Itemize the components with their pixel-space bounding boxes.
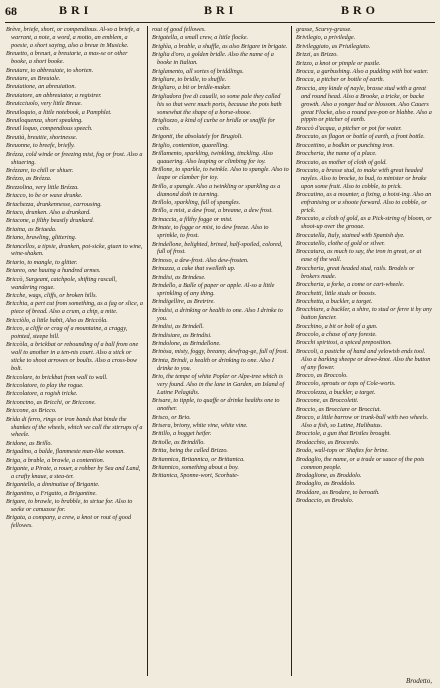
dictionary-entry: Brodaglio, as Broddolo. xyxy=(296,480,356,488)
dictionary-entry: Broccatella, Italy, stained with Spanish dye. xyxy=(296,231,405,239)
dictionary-entry: Briccolatore, to play the rogue. xyxy=(6,381,84,389)
dictionary-entry: Brigata, a company, a crew, a knot or rout of good fellowes. xyxy=(6,514,132,530)
running-headword-center: BRI xyxy=(204,3,238,17)
dictionary-entry: Brindello, a Balle of paper or apple. Al-so a little sprinkling of any thing. xyxy=(152,282,275,297)
dictionary-entry: Brillamento, sparkling, twinkling, tinckling. Also quauering. Also leaping or climbing for ioy. xyxy=(152,150,273,165)
dictionary-entry: Brocchiare, a buckler, a shire, to stud or ferre it by any button fancier. xyxy=(296,306,432,322)
dictionary-entry: Brigliaro, a bit or bridle-maker. xyxy=(152,84,231,92)
dictionary-entry: Brinuzza, a cake that swelleth up. xyxy=(152,265,236,273)
dictionary-entry: Breuetto, a breuet, a breuiarie, a mas-se or other booke, a short booke. xyxy=(6,50,128,66)
dictionary-entry: Broccatura, as much to say, the iron in great, or at ease of the wall. xyxy=(296,248,422,264)
dictionary-entry: Broddare, as Brodare, to beroath. xyxy=(296,488,380,496)
dictionary-entry: Brinta, Brindi, a health or drinking to one. Also I drinke to you. xyxy=(152,356,274,372)
dictionary-entry: Broccò d'acqua, a pitcher or pot for water. xyxy=(296,124,402,132)
dictionary-entry: Briglio, contention, quarelling. xyxy=(152,141,229,149)
dictionary-entry: Bricchia, a pert cut from something, as a fag or slice, a piece of bread. Also a crum, a chip, a mite. xyxy=(6,300,143,316)
dictionary-entry: Brisco, or Brio. xyxy=(152,413,191,421)
dictionary-entry: Brizzo, a knot or pimple or pustle. xyxy=(296,59,381,67)
dictionary-entry: Briareo, one hauing a hundred armes. xyxy=(6,267,101,275)
dictionary-entry: Breuiare, as Breuiale. xyxy=(6,74,61,82)
column-divider xyxy=(291,26,292,676)
dictionary-entry: Briano, brawling, glittering. xyxy=(6,234,77,242)
dictionary-entry: Breuiloquenza, short speaking. xyxy=(6,116,83,124)
dictionary-entry: Brivileggiato, as Priuilegiato. xyxy=(296,42,371,50)
running-header xyxy=(5,2,435,23)
dictionary-entry: Briglamento, all sortes of briddlings. xyxy=(152,67,244,75)
running-headword-left: BRI xyxy=(59,3,93,17)
dictionary-entry: Brìda di ferro, rings or iron bands that binde the shankes of the wheels, which we call the stirrups of a wheele. xyxy=(6,415,143,439)
dictionary-entry: Brodaglio, the name, or a trade or sauce of the pots common people. xyxy=(296,455,425,471)
dictionary-entry: Broccolo, a chase of any foreste. xyxy=(296,331,377,339)
dictionary-entry: Brinòsa, misty, foggy, breamy, dewfrag-ge, full of frost. xyxy=(152,348,289,356)
dictionary-entry: Brodacchio, as Brocerdo. xyxy=(296,438,360,446)
dictionary-entry: Brézza, cold winde or freezing mist, fog or frost. Also a shiuering. xyxy=(6,150,143,166)
dictionary-entry: Brezzolina, very little Brézza. xyxy=(6,183,79,191)
dictionary-entry: grasse, Scurvy-grasse. xyxy=(296,26,352,33)
dictionary-entry: Brocca, a pitcher or bottle of earth. xyxy=(296,76,385,84)
dictionary-entry: Brillolo, sparkling, full of spangles. xyxy=(152,199,241,207)
dictionary-entry: Brocco, a little barrow or trunk-bull with two wheels. Also a fish, so Latine, Halibutus. xyxy=(296,414,429,429)
dictionary-entry: Bricciòlo, a little habit, Also as Briccòla. xyxy=(6,316,108,324)
dictionary-entry: Brigantello, a diminutiue of Brigante. xyxy=(6,481,100,489)
dictionary-entry: Brisare, to tipple, to quaffe or drinke healths one to another. xyxy=(152,397,280,413)
dictionary-entry: Broccio, as Brocciare or Brocciut. xyxy=(296,405,381,413)
dictionary-entry: rout of good fellowes. xyxy=(152,26,206,33)
dictionary-entry: Brigliozzo, a kind of curbe or bridle or snaffle for colts. xyxy=(152,116,276,132)
dictionary-entry: Bridone, as Brillo. xyxy=(6,439,53,447)
dictionary-entry: Britannica, Britannica, or Brittanica. xyxy=(152,455,245,463)
dictionary-entry: Briga, a brable, a brawle, a contention. xyxy=(6,456,105,464)
dictionary-entry: Brigatella, a small crew, a little flocke. xyxy=(152,34,249,42)
dictionary-entry: Brigliare, to bridle, to shuffle. xyxy=(152,75,227,83)
dictionary-entry: Briglia d'oro, a golden bridle. Also the name of a booke in Italian. xyxy=(152,51,274,67)
page-number: 68 xyxy=(5,4,17,18)
dictionary-entry: Brillone, to sparkle, to twinkle. Also to spangle. Also to leape or clamber for ioy. xyxy=(152,166,289,182)
dictionary-entry: Broccatino, as a mounter, a fixing, a hoist-ing. Also an enfranising or a shoote forward. Also to cobble, or prick. xyxy=(296,191,432,214)
dictionary-entry: Brisera, briony, white vine, white vine. xyxy=(152,422,248,429)
dictionary-entry: Brinate, to fogge or mist, to dew freeze. Also to sprinkle, to frost. xyxy=(152,224,269,240)
dictionary-entry: Brocco, as Broccolo. xyxy=(296,372,348,380)
dictionary-entry: Broccia, any kinde of nayle, brasse stud with a great and round head. Also a Brooke, a tricke, or backe growth. Also a yonger bud or blossom. Also Cauers great Flocke, also a round pee-pon or blabbe. Also a pippin or pitcher of earth. xyxy=(296,84,432,124)
dictionary-entry: Brigliadora five di caualli, so some pale they called his so that were much ports, because the pots hath somewhat the shape of a horse-shooe. xyxy=(152,92,282,116)
dictionary-entry: Brittanica, Sponne-wort, Scorbute- xyxy=(152,472,239,480)
dictionary-entry: Broccolo, sprouts or tops of Cole-worts. xyxy=(296,380,396,388)
dictionary-entry: Brocchetti, little studs or boosts. xyxy=(296,289,377,297)
dictionary-entry: Brigare, to brawle, to brabble, to striue for. Also to seeke or canuasse for. xyxy=(6,498,133,514)
dictionary-entry: Britolle, as Brindillo. xyxy=(152,438,205,446)
dictionary-entry: Breuicciuolo, very little Breue. xyxy=(6,100,82,108)
dictionary-entry: Brindisi, as Brindese. xyxy=(152,273,206,281)
dictionary-entry: Brocchino, a bit or bolt of a gun. xyxy=(296,322,378,330)
dictionary-entry: Bricche, wags, cliffs, or broken hills. xyxy=(6,292,98,299)
dictionary-entry: Brighìa, a brable, a shuffle, as also Brigare in brigate. xyxy=(152,42,288,50)
dictionary-entry: Brinoso, a dew-frost. Also dew-frosten. xyxy=(152,256,249,264)
dictionary-entry: Briccòla, a brickbat or rebounding of a ball from one wall to another in a ten-nis court. Also a stick or sticke to shoot arrowes or boults. Also a cross-bow bolt. xyxy=(6,341,139,373)
dictionary-entry: Briacone, a filthy beastly drunkard. xyxy=(6,217,95,225)
dictionary-entry: Briario, to mangle, to glitter. xyxy=(6,258,78,266)
dictionary-entry: Brindisi, as Brindell. xyxy=(152,323,204,331)
dictionary-entry: Broccone, as Broccoletti. xyxy=(296,397,359,405)
dictionary-entry: Briachezza, drunkennesse, carrousing. xyxy=(6,200,102,208)
dictionary-entry: Breuiloquio, a little notebook, a Pamphlet. xyxy=(6,108,112,116)
dictionary-entry: Breuonne, to breefe, briefly. xyxy=(6,142,75,150)
dictionary-entry: Brève, briefe, short, or compendious. Al-so a briefe, a warrant, a note, a word, a motto, an emblem, a poesie, a short saying, also a breue in Musicke. xyxy=(6,26,140,49)
dictionary-entry: Briacco, to be or waxe drunke. xyxy=(6,192,83,200)
column-middle xyxy=(152,26,289,674)
dictionary-entry: Brillo, a mist, a dew frost, a breame, a dew frost. xyxy=(152,207,273,215)
dictionary-entry: Brivilegio, a priviledge. xyxy=(296,34,356,42)
dictionary-entry: Brìndisi, a drinking or health to one. Also I drinke to you. xyxy=(152,306,283,322)
dictionary-entry: Brodo, wall-tops or Shaftes for brine. xyxy=(296,447,389,455)
dictionary-entry: Brézzo, as Brézza. xyxy=(6,175,52,183)
dictionary-entry: Briancellos, a tipsie, drunken, pot-sicke, giuen to wine, wine-shaken. xyxy=(6,242,143,258)
dictionary-entry: Briaina, as Briaeda. xyxy=(6,225,57,233)
dictionary-entry: Broccato, as mother of cloth of gold. xyxy=(296,158,387,166)
dictionary-entry: Britillo, a hogget heifer. xyxy=(152,430,212,438)
dictionary-entry: Brigantino, a Frigatto, a Brigantine. xyxy=(6,489,97,497)
dictionary-entry: Bricco, a cliffe or crag of a mountaine, a craggy, pointed, steepe hill. xyxy=(6,325,128,341)
dictionary-entry: Breuiare, to abbreuiate, to shorten. xyxy=(6,66,94,74)
dictionary-entry: Brocciole, a gun that Bristles brought. xyxy=(296,430,391,438)
dictionary-entry: Broccheria, the name of a place. xyxy=(296,150,377,158)
dictionary-entry: Briccone, as Bricco. xyxy=(6,407,57,415)
dictionary-entry: Broccato, as flagon or bottle of earth, a front bottle. xyxy=(296,133,425,141)
dictionary-entry: Brindellone, belighted, brined, half-spoiled, colored, full of frost. xyxy=(152,240,283,256)
dictionary-entry: Brocca, a garbushing. Also a pudding with hot water. xyxy=(296,68,429,76)
dictionary-entry: Briccò, Surgeant, catchpole, shifting rascall, wandering rogue. xyxy=(6,275,117,291)
dictionary-entry: Brizzi, as Brizzo. xyxy=(296,51,338,59)
dictionary-entry: Brocchetta, a buckler, a target. xyxy=(296,297,373,305)
dictionary-entry: Brodaccio, as Brodolo. xyxy=(296,497,354,505)
dictionary-entry: Briconcino, as Bricchi, or Briccone. xyxy=(6,398,96,406)
dictionary-entry: Broccettino, a bodkin or punching iron. xyxy=(296,141,395,149)
dictionary-entry: Brocchi spiritosi, a spiced preposition. xyxy=(296,339,392,347)
dictionary-entry: Brindisiare, as Brindisi. xyxy=(152,331,212,339)
dictionary-entry: Brigonti, the absolutely for Brugioli. xyxy=(152,133,243,141)
dictionary-entry: Brézzare, to chill or shiuer. xyxy=(6,166,74,174)
dictionary-entry: Breuiatore, an abbreuiator, a registrer. xyxy=(6,91,102,99)
dictionary-entry: Brindolone, as Brindellone. xyxy=(152,339,221,347)
column-left xyxy=(6,26,143,674)
dictionary-entry: Broccato, a cloth of gold, as a Pick-string of bloom, or shoot-up over the grooue. xyxy=(296,215,432,231)
dictionary-entry: Brinaccia, a filthy fogge or mist. xyxy=(152,215,233,223)
column-right xyxy=(296,26,433,674)
dictionary-entry: Broccheria, a forke, a come or cart-wheele. xyxy=(296,281,405,289)
catchword: Brodetto, xyxy=(406,677,432,685)
dictionary-entry: Brio, the tempe of white Popler or Alpe-tree which is very found. Also in the lane in Garden, an Island of Latine Pelagidis. xyxy=(152,373,285,396)
dictionary-entry: Britannico, something about a boy. xyxy=(152,464,239,472)
dictionary-entry: Breuità, breuitie, shortnesse. xyxy=(6,133,78,141)
running-headword-right: BRO xyxy=(341,3,380,17)
dictionary-entry: Breuil loquo, compendious speech. xyxy=(6,125,93,133)
dictionary-entry: Broccatello, clothe of gold or silver. xyxy=(296,240,385,248)
dictionary-entry: Brodaglione, as Broddolo. xyxy=(296,471,362,479)
dictionary-entry: Brindigellire, as Bretrire. xyxy=(152,298,215,306)
dictionary-entry: Briccolatore, a rogish tricke. xyxy=(6,390,78,398)
dictionary-entry: Brillo, a spangle. Also a twinkling or sparkling as a diamond doth in turning. xyxy=(152,182,281,198)
dictionary-entry: Broccolezza, a buckler, a target. xyxy=(296,388,376,396)
dictionary-entry: Briaco, drunken. Also a drunkard. xyxy=(6,208,91,216)
dictionary-entry: Broccheria, great headed stud, rails. Brodels or brokers made. xyxy=(296,264,415,280)
dictionary-entry: Britta, being the called Brizzo. xyxy=(152,447,228,455)
dictionary-entry: Breuiatione, an abreuiation. xyxy=(6,83,77,91)
dictionary-entry: Briccolare, to brickbat from wall to wall. xyxy=(6,373,108,381)
dictionary-entry: Broccoli, a pastiche of hand and yelowish ends tool. Also a barking sheepe or dewe-knot. Also the button of any flower. xyxy=(296,347,431,371)
dictionary-entry: Brigadino, a balde, flammeste man-like woman. xyxy=(6,448,125,456)
column-divider xyxy=(147,26,148,676)
dictionary-entry: Brigante, a Pirate, a rouer, a robber by Sea and Land, a crafty knaue, a stea-ter. xyxy=(6,465,141,480)
dictionary-entry: Broccato, a brasse stud, to make with great headed nayles. Also to brocke, to bud, to minister or brake upon some fruit. Also to cobble, to prick. xyxy=(296,166,427,190)
